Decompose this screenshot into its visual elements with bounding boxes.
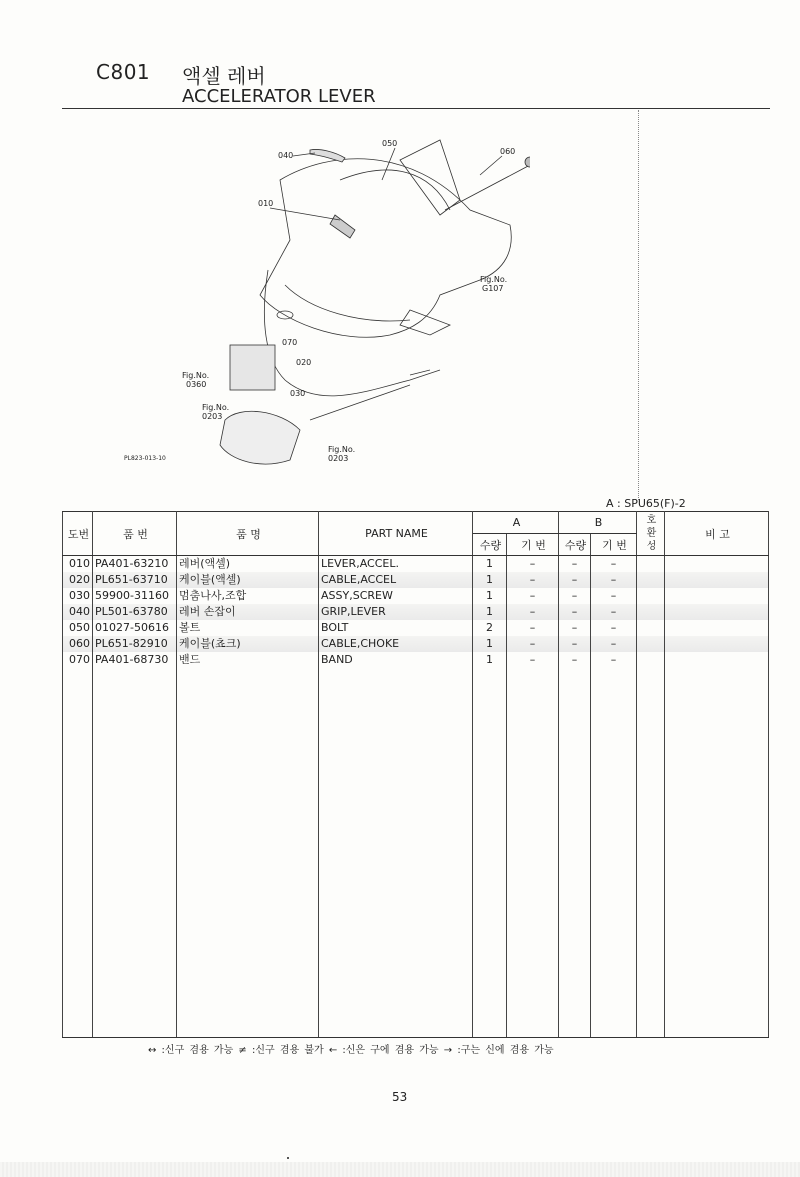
row-remarks [665, 572, 769, 588]
table-row [63, 572, 769, 588]
row-remarks [665, 604, 769, 620]
row-part-name: BOLT [319, 620, 473, 636]
fig-ref-label: Fig.No. [202, 403, 230, 412]
row-no: 060 [63, 636, 93, 652]
row-part-name: ASSY,SCREW [319, 588, 473, 604]
accel-cable-part [264, 270, 440, 396]
row-qty-b: – [559, 604, 591, 620]
empty-cell [507, 668, 559, 1038]
row-name-ko: 케이블(액셀) [177, 572, 319, 588]
page-code: C801 [96, 60, 151, 84]
table-row [63, 604, 769, 620]
row-remarks [665, 636, 769, 652]
header-part-name: PART NAME [319, 512, 473, 556]
row-interchange [637, 620, 665, 636]
choke-cable-part [445, 165, 530, 210]
header-qty-b: 수량 [559, 534, 591, 556]
callout-060: 060 [500, 147, 516, 156]
row-name-ko: 멈춤나사,조합 [177, 588, 319, 604]
row-part-name: LEVER,ACCEL. [319, 556, 473, 573]
drawing-id: PL823-013-10 [124, 455, 166, 462]
row-code-b: – [591, 588, 637, 604]
row-interchange [637, 556, 665, 573]
row-code-b: – [591, 636, 637, 652]
header-no: 도번 [63, 512, 93, 556]
page-title-korean: 액셀 레버 [182, 64, 266, 88]
exploded-parts-diagram [110, 120, 530, 480]
callout-040: 040 [278, 151, 294, 160]
row-name-ko: 레버(액셀) [177, 556, 319, 573]
header-group-a: A [473, 512, 559, 534]
row-part-no: PA401-68730 [93, 652, 177, 668]
vertical-divider [638, 110, 639, 500]
fig-ref-label: Fig.No. [182, 371, 210, 380]
header-code-b: 기 번 [591, 534, 637, 556]
hood-outline [260, 159, 511, 338]
row-name-ko: 밴드 [177, 652, 319, 668]
row-code-a: – [507, 572, 559, 588]
engine-part [220, 411, 300, 464]
page-title-english: ACCELERATOR LEVER [182, 86, 376, 107]
empty-cell [319, 668, 473, 1038]
row-code-a: – [507, 588, 559, 604]
fig-ref-number: G107 [482, 284, 504, 293]
hood-side-line [285, 285, 410, 321]
row-qty-b: – [559, 620, 591, 636]
interchangeability-legend: ↔ :신구 겸용 가능 ≠ :신구 겸용 불가 ← :신은 구에 겸용 가능 → :구는 신에 겸용 가능 [148, 1045, 554, 1056]
header-name-ko: 품 명 [177, 512, 319, 556]
header-group-b: B [559, 512, 637, 534]
row-code-b: – [591, 652, 637, 668]
table-row [63, 620, 769, 636]
row-remarks [665, 620, 769, 636]
empty-cell [473, 668, 507, 1038]
row-qty-a: 1 [473, 556, 507, 573]
header-rule [62, 108, 770, 109]
row-code-b: – [591, 556, 637, 573]
row-qty-a: 1 [473, 652, 507, 668]
row-code-b: – [591, 572, 637, 588]
empty-cell [93, 668, 177, 1038]
row-code-b: – [591, 604, 637, 620]
row-code-a: – [507, 556, 559, 573]
row-name-ko: 볼트 [177, 620, 319, 636]
header-part-no: 품 번 [93, 512, 177, 556]
row-qty-b: – [559, 556, 591, 573]
row-qty-a: 1 [473, 604, 507, 620]
parts-list-table [62, 511, 769, 1038]
page-number: 53 [392, 1090, 408, 1104]
callout-030: 030 [290, 389, 306, 398]
row-remarks [665, 652, 769, 668]
row-code-a: – [507, 620, 559, 636]
row-no: 020 [63, 572, 93, 588]
scan-artifact [287, 1157, 289, 1159]
table-row [63, 652, 769, 668]
empty-cell [665, 668, 769, 1038]
empty-cell [559, 668, 591, 1038]
row-part-name: CABLE,ACCEL [319, 572, 473, 588]
model-applicability-note: A : SPU65(F)-2 [606, 497, 686, 510]
hood-inner-line [340, 170, 450, 210]
carburetor-part [230, 345, 275, 390]
row-name-ko: 케이블(쵸크) [177, 636, 319, 652]
row-part-name: CABLE,CHOKE [319, 636, 473, 652]
header-qty-a: 수량 [473, 534, 507, 556]
row-qty-b: – [559, 588, 591, 604]
empty-cell [177, 668, 319, 1038]
fig-ref-number: 0203 [328, 454, 349, 463]
row-part-no: 59900-31160 [93, 588, 177, 604]
header-remarks: 비 고 [665, 512, 769, 556]
fig-ref-label: Fig.No. [328, 445, 356, 454]
row-code-a: – [507, 652, 559, 668]
row-name-ko: 레버 손잡이 [177, 604, 319, 620]
fig-ref-label: Fig.No. [480, 275, 508, 284]
row-qty-b: – [559, 636, 591, 652]
row-qty-a: 1 [473, 636, 507, 652]
row-qty-b: – [559, 572, 591, 588]
row-part-no: PL651-82910 [93, 636, 177, 652]
row-no: 050 [63, 620, 93, 636]
row-interchange [637, 652, 665, 668]
empty-cell [637, 668, 665, 1038]
empty-cell [591, 668, 637, 1038]
row-part-name: GRIP,LEVER [319, 604, 473, 620]
header-interchange: 호 환 성 [637, 512, 665, 556]
accel-cable-end [310, 385, 410, 420]
table-row [63, 588, 769, 604]
row-no: 040 [63, 604, 93, 620]
row-interchange [637, 636, 665, 652]
row-part-no: PA401-63210 [93, 556, 177, 573]
row-part-no: 01027-50616 [93, 620, 177, 636]
row-interchange [637, 588, 665, 604]
row-code-a: – [507, 636, 559, 652]
callout-050: 050 [382, 139, 398, 148]
empty-cell [63, 668, 93, 1038]
row-interchange [637, 604, 665, 620]
row-code-b: – [591, 620, 637, 636]
row-no: 030 [63, 588, 93, 604]
lever-grip-part [310, 149, 345, 162]
fig-ref-number: 0360 [186, 380, 207, 389]
scan-edge [0, 1162, 800, 1177]
callout-010: 010 [258, 199, 274, 208]
row-remarks [665, 556, 769, 573]
fig-ref-number: 0203 [202, 412, 223, 421]
row-code-a: – [507, 604, 559, 620]
row-no: 070 [63, 652, 93, 668]
row-part-no: PL651-63710 [93, 572, 177, 588]
leader-line [270, 148, 502, 375]
row-qty-a: 1 [473, 588, 507, 604]
row-qty-a: 2 [473, 620, 507, 636]
choke-knob [525, 157, 530, 167]
row-qty-a: 1 [473, 572, 507, 588]
table-row [63, 556, 769, 573]
table-row [63, 636, 769, 652]
row-remarks [665, 588, 769, 604]
row-part-no: PL501-63780 [93, 604, 177, 620]
accel-lever-part [330, 215, 355, 238]
row-no: 010 [63, 556, 93, 573]
lower-panel [400, 310, 450, 335]
table-filler-row [63, 668, 769, 1038]
callout-070: 070 [282, 338, 298, 347]
header-code-a: 기 번 [507, 534, 559, 556]
row-part-name: BAND [319, 652, 473, 668]
row-qty-b: – [559, 652, 591, 668]
callout-020: 020 [296, 358, 312, 367]
row-interchange [637, 572, 665, 588]
